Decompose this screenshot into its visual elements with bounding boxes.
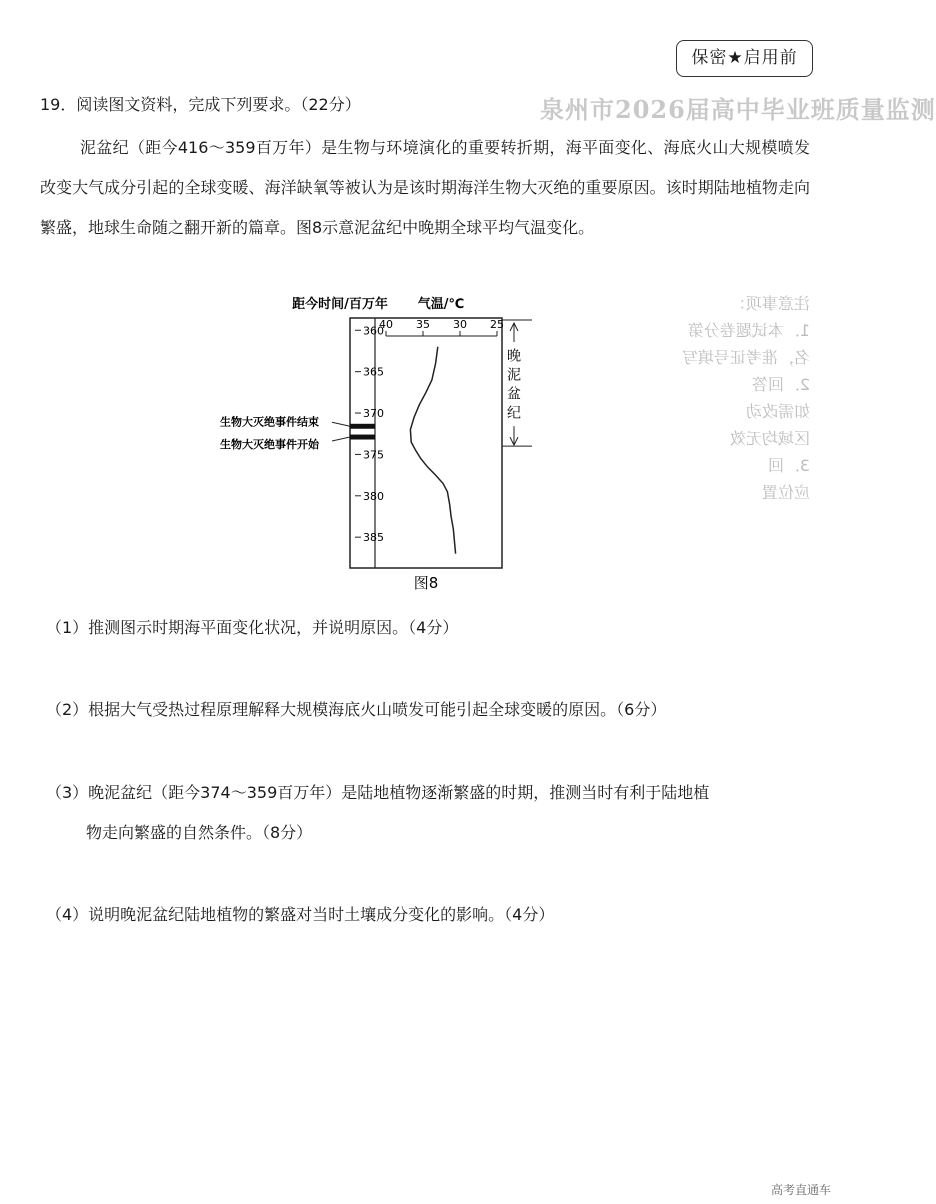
y-tick-label: 370 <box>363 407 384 421</box>
bleed-line: 如需改动 <box>745 402 810 421</box>
extinction-band <box>350 435 375 440</box>
x-tick-label: 35 <box>416 318 430 331</box>
subquestion-3 <box>46 773 806 853</box>
y-tick-label: 360 <box>363 324 384 338</box>
band-label: 生物大灭绝事件开始 <box>220 438 319 452</box>
extinction-band <box>350 424 375 429</box>
y-axis-title: 距今时间/百万年 <box>292 297 388 312</box>
subquestion-3-line-1: （3）晚泥盆纪（距今374～359百万年）是陆地植物逐渐繁盛的时期，推测当时有利于陆地植 <box>46 783 710 802</box>
y-tick-label: 385 <box>363 531 384 545</box>
y-tick-label: 380 <box>363 489 384 503</box>
x-tick-label: 25 <box>490 318 504 331</box>
y-tick-label: 375 <box>363 448 384 462</box>
x-tick-label: 40 <box>379 318 393 331</box>
bleed-line: 区域均无效 <box>729 429 810 448</box>
bleed-line: 注意事项： <box>729 294 810 313</box>
bracket-label-char: 纪 <box>507 405 521 422</box>
figure-caption: 图8 <box>413 574 439 592</box>
bleed-line: 名，准考证号填写 <box>681 348 810 367</box>
subquestion-4: （4）说明晚泥盆纪陆地植物的繁盛对当时土壤成分变化的影响。（4分） <box>46 905 555 924</box>
temperature-chart <box>0 296 853 596</box>
subquestion-2: （2）根据大气受热过程原理解释大规模海底火山喷发可能引起全球变暖的原因。（6分） <box>46 700 667 719</box>
subquestion-3-line-2: 物走向繁盛的自然条件。（8分） <box>86 823 313 842</box>
band-pointer <box>332 422 350 426</box>
subquestion-1: （1）推测图示时期海平面变化状况，并说明原因。（4分） <box>46 618 459 637</box>
footer-brand: 高考直通车 <box>770 1183 831 1197</box>
band-label: 生物大灭绝事件结束 <box>220 415 319 429</box>
bleed-line: 3．回 <box>767 456 810 475</box>
bracket-label-char: 泥 <box>507 367 521 384</box>
bracket-label-char: 晚 <box>507 348 521 365</box>
bracket-label-char: 盆 <box>507 386 521 403</box>
x-tick-label: 30 <box>453 318 467 331</box>
temperature-curve <box>410 347 455 554</box>
x-axis-title: 气温/℃ <box>417 297 465 312</box>
background-watermark: 泉州市2026届高中毕业班质量监测 <box>540 95 936 124</box>
bleed-line: 2．回答 <box>751 375 810 394</box>
bleed-line: 应位置 <box>761 483 810 502</box>
y-tick-label: 365 <box>363 365 384 379</box>
confidential-badge: 保密★启用前 <box>676 40 813 77</box>
question-heading: 19．阅读图文资料，完成下列要求。（22分） <box>40 95 361 114</box>
question-paragraph: 泥盆纪（距今416～359百万年）是生物与环境演化的重要转折期，海平面变化、海底火山大规模喷发改变大气成分引起的全球变暖、海洋缺氧等被认为是该时期海洋生物大灭绝的重要原因。该时期陆地植物走向繁盛，地球生命随之翻开新的篇章。图8示意泥盆纪中晚期全球平均气温变化。 <box>40 138 810 237</box>
band-pointer <box>332 437 350 441</box>
bleed-line: 1．本试题卷分第 <box>687 321 810 340</box>
